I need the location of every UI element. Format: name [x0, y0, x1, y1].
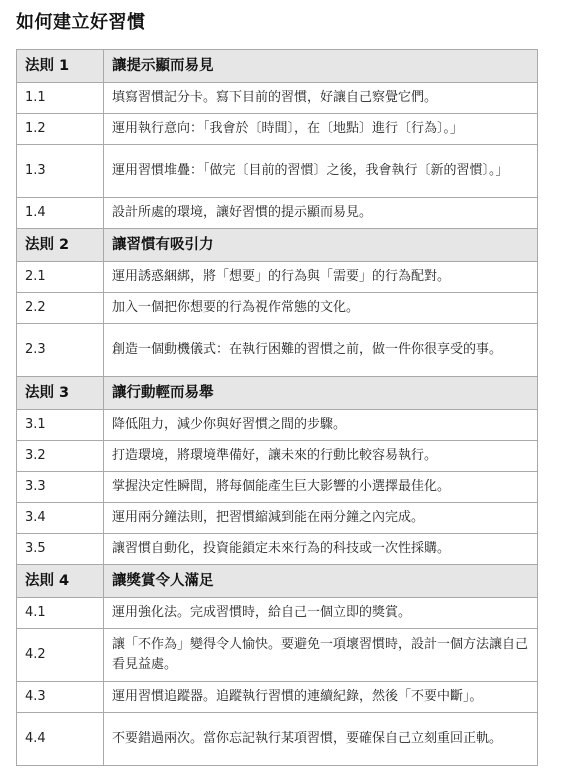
table-row [17, 410, 538, 441]
table-row [17, 324, 538, 377]
rule-heading: 讓習慣有吸引力 [104, 229, 538, 262]
rule-label: 法則 2 [17, 229, 104, 262]
item-id: 2.2 [17, 293, 104, 324]
habit-rules-table [16, 49, 538, 766]
table-row [17, 145, 538, 198]
item-text: 降低阻力，減少你與好習慣之間的步驟。 [104, 410, 538, 441]
table-row [17, 114, 538, 145]
rule-heading: 讓提示顯而易見 [104, 50, 538, 83]
table-row [17, 534, 538, 565]
table-row [17, 198, 538, 229]
item-text: 讓習慣自動化，投資能鎖定未來行為的科技或一次性採購。 [104, 534, 538, 565]
item-text: 不要錯過兩次。當你忘記執行某項習慣，要確保自己立刻重回正軌。 [104, 713, 538, 766]
item-id: 4.1 [17, 598, 104, 629]
item-id: 3.5 [17, 534, 104, 565]
item-id: 1.2 [17, 114, 104, 145]
rule-heading: 讓獎賞令人滿足 [104, 565, 538, 598]
rule-label: 法則 3 [17, 377, 104, 410]
item-id: 1.3 [17, 145, 104, 198]
section-header-row [17, 377, 538, 410]
table-row [17, 262, 538, 293]
table-row [17, 441, 538, 472]
item-text: 運用習慣追蹤器。追蹤執行習慣的連續紀錄，然後「不要中斷」。 [104, 682, 538, 713]
item-id: 1.1 [17, 83, 104, 114]
item-id: 3.2 [17, 441, 104, 472]
rule-heading: 讓行動輕而易舉 [104, 377, 538, 410]
section-header-row [17, 50, 538, 83]
item-text: 讓「不作為」變得令人愉快。要避免一項壞習慣時，設計一個方法讓自己看見益處。 [104, 629, 538, 682]
table-row [17, 682, 538, 713]
item-id: 4.3 [17, 682, 104, 713]
item-id: 4.4 [17, 713, 104, 766]
item-id: 4.2 [17, 629, 104, 682]
section-header-row [17, 229, 538, 262]
table-row [17, 83, 538, 114]
item-text: 運用誘惑綑綁，將「想要」的行為與「需要」的行為配對。 [104, 262, 538, 293]
item-id: 2.3 [17, 324, 104, 377]
item-id: 3.3 [17, 472, 104, 503]
item-text: 打造環境，將環境準備好，讓未來的行動比較容易執行。 [104, 441, 538, 472]
table-row [17, 503, 538, 534]
rule-label: 法則 1 [17, 50, 104, 83]
table-row [17, 293, 538, 324]
item-text: 設計所處的環境，讓好習慣的提示顯而易見。 [104, 198, 538, 229]
item-id: 3.1 [17, 410, 104, 441]
rule-label: 法則 4 [17, 565, 104, 598]
item-id: 1.4 [17, 198, 104, 229]
item-text: 創造一個動機儀式：在執行困難的習慣之前，做一件你很享受的事。 [104, 324, 538, 377]
page-title: 如何建立好習慣 [16, 12, 146, 33]
table-row [17, 629, 538, 682]
table-row [17, 713, 538, 766]
item-text: 運用兩分鐘法則，把習慣縮減到能在兩分鐘之內完成。 [104, 503, 538, 534]
section-header-row [17, 565, 538, 598]
table-row [17, 598, 538, 629]
item-text: 加入一個把你想要的行為視作常態的文化。 [104, 293, 538, 324]
item-text: 運用強化法。完成習慣時，給自己一個立即的獎賞。 [104, 598, 538, 629]
item-text: 運用習慣堆疊：「做完〔目前的習慣〕之後，我會執行〔新的習慣〕。」 [104, 145, 538, 198]
item-text: 填寫習慣記分卡。寫下目前的習慣，好讓自己察覺它們。 [104, 83, 538, 114]
table-row [17, 472, 538, 503]
item-id: 2.1 [17, 262, 104, 293]
item-id: 3.4 [17, 503, 104, 534]
item-text: 掌握決定性瞬間，將每個能產生巨大影響的小選擇最佳化。 [104, 472, 538, 503]
item-text: 運用執行意向：「我會於〔時間〕，在〔地點〕進行〔行為〕。」 [104, 114, 538, 145]
